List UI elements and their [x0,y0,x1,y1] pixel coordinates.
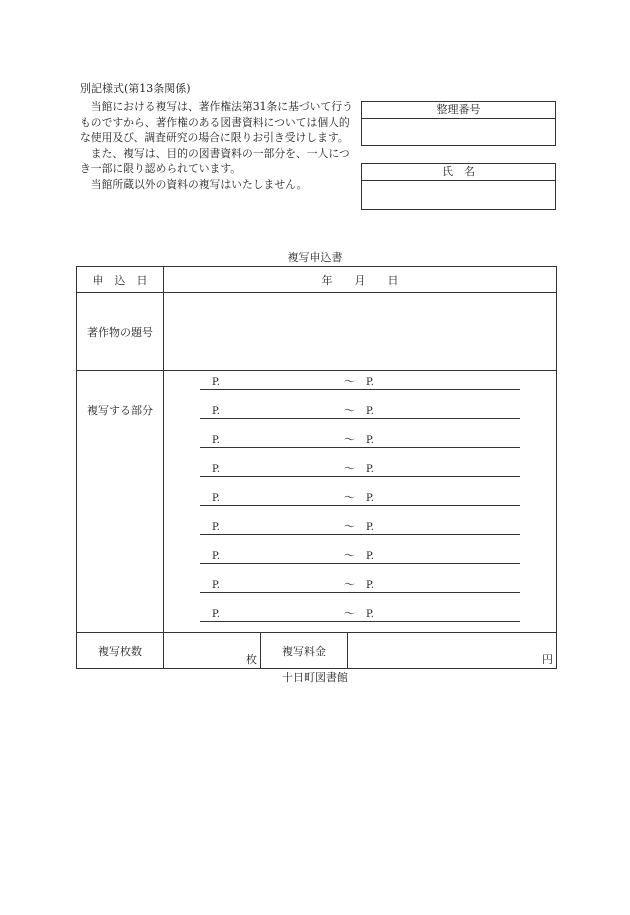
page-prefix: P. [366,435,374,446]
page-range-line[interactable] [200,522,520,535]
page-prefix: P. [212,580,220,591]
range-separator: 〜 [344,404,355,417]
page-prefix: P. [212,464,220,475]
fee-unit: 円 [542,653,553,666]
work-title-field[interactable] [164,293,557,371]
notice-paragraph: また、複写は、目的の図書資料の一部分を、一人につき一部に限り認められています。 [80,146,350,176]
name-box [361,163,556,210]
page-prefix: P. [212,377,220,388]
reference-number-field[interactable] [362,119,555,147]
form-title: 複写申込書 [287,251,343,264]
reference-number-label: 整理番号 [362,102,555,119]
page-prefix: P. [212,522,220,533]
page-prefix: P. [212,609,220,620]
range-separator: 〜 [344,491,355,504]
work-title-label: 著作物の題号 [77,293,164,371]
name-label: 氏 名 [362,164,555,181]
name-field[interactable] [362,181,555,211]
copy-request-form [76,266,557,669]
copy-part-field [164,371,557,633]
range-separator: 〜 [344,578,355,591]
page-prefix: P. [366,377,374,388]
page-prefix: P. [366,406,374,417]
page-range-line[interactable] [200,435,520,448]
page-prefix: P. [366,551,374,562]
page-range-line[interactable] [200,551,520,564]
range-separator: 〜 [344,549,355,562]
fee-field[interactable] [348,633,557,669]
date-field[interactable] [164,267,557,293]
page-range-line[interactable] [200,406,520,419]
library-name: 十日町図書館 [282,671,348,684]
copy-notice [80,99,358,193]
copies-field[interactable] [164,633,261,669]
range-separator: 〜 [344,462,355,475]
page-prefix: P. [366,609,374,620]
copies-unit: 枚 [246,653,257,666]
page-range-line[interactable] [200,493,520,506]
page-range-line[interactable] [200,464,520,477]
page-prefix: P. [212,551,220,562]
range-separator: 〜 [344,433,355,446]
page-prefix: P. [366,493,374,504]
page-prefix: P. [212,435,220,446]
page-range-line[interactable] [200,609,520,622]
notice-paragraph: 当館における複写は、著作権法第31条に基づいて行うものですから、著作権のある図書資料については個人的な使用及び、調査研究の場合に限りお引き受けします。 [80,100,353,145]
page-prefix: P. [366,580,374,591]
page-range-line[interactable] [200,580,520,593]
date-label: 申 込 日 [77,267,164,293]
page-prefix: P. [212,493,220,504]
fee-label: 複写料金 [261,633,348,669]
date-value: 年 月 日 [321,273,399,287]
page-range-line[interactable] [200,377,520,390]
range-separator: 〜 [344,375,355,388]
range-separator: 〜 [344,607,355,620]
range-separator: 〜 [344,520,355,533]
reference-number-box [361,101,556,146]
notice-paragraph: 当館所蔵以外の資料の複写はいたしません。 [90,177,308,191]
page-prefix: P. [366,464,374,475]
form-reference-heading: 別記様式(第13条関係) [80,82,191,95]
page-prefix: P. [366,522,374,533]
copies-label: 複写枚数 [77,633,164,669]
page-prefix: P. [212,406,220,417]
copy-part-label: 複写する部分 [77,371,164,633]
